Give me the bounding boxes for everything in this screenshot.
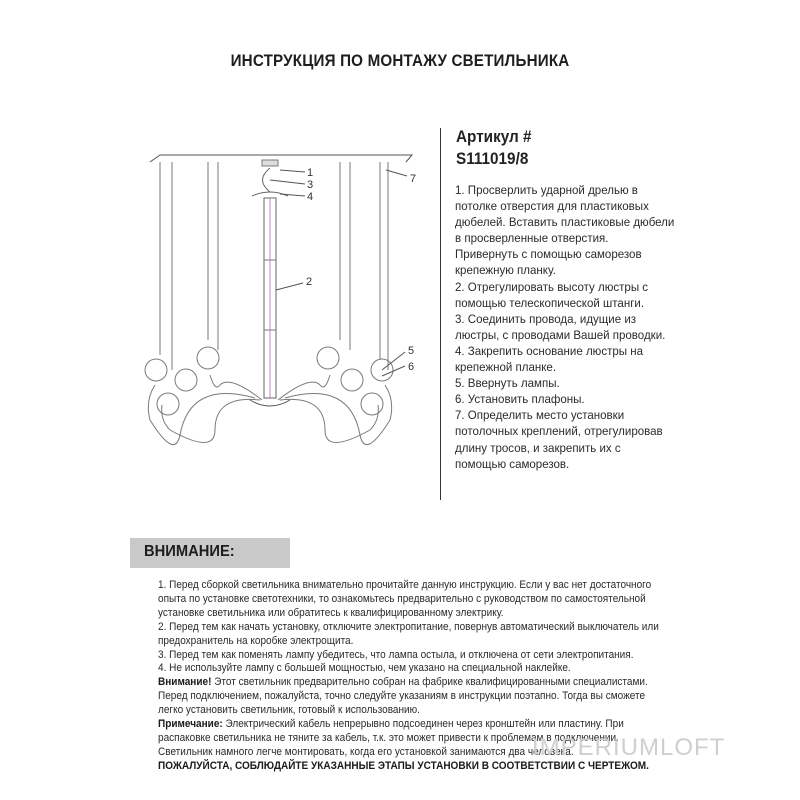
chandelier-diagram bbox=[120, 130, 430, 510]
callout-6: 6 bbox=[408, 361, 415, 373]
note-text: Электрический кабель непрерывно подсоединен через кронштейн или пластину. При bbox=[222, 718, 624, 731]
step-line: 4. Закрепить основание люстры на bbox=[455, 343, 644, 358]
note-text: Перед подключением, пожалуйста, точно следуйте указаниям в инструкции поэтапно. Тогда вы сможете bbox=[158, 690, 646, 703]
note-text: Этот светильник предварительно собран на фабрике квалифицированными специалистами. bbox=[211, 676, 648, 689]
step-line: крепежную планку. bbox=[455, 263, 556, 278]
step-line: помощью телескопической штанги. bbox=[455, 295, 645, 310]
globe bbox=[157, 393, 179, 415]
globe bbox=[197, 347, 219, 369]
note-line bbox=[158, 607, 636, 621]
note-text: легко установить светильник, готовый к использованию. bbox=[158, 704, 420, 717]
arm bbox=[162, 399, 260, 442]
warning-title: ВНИМАНИЕ: bbox=[144, 543, 235, 560]
step-line: потолке отверстия для пластиковых bbox=[455, 199, 649, 214]
installation-steps bbox=[455, 182, 690, 472]
step-line: в просверленные отверстия. bbox=[455, 231, 609, 246]
arm bbox=[278, 375, 330, 400]
note-line bbox=[158, 649, 636, 663]
note-line bbox=[158, 676, 648, 690]
step-line: 2. Отрегулировать высоту люстры с bbox=[455, 279, 649, 294]
note-line bbox=[158, 718, 636, 732]
note-line bbox=[158, 662, 636, 676]
callout-1: 1 bbox=[307, 167, 314, 179]
article-code: S111019/8 bbox=[456, 149, 529, 168]
note-line bbox=[158, 592, 646, 607]
step-line: 6. Установить плафоны. bbox=[455, 392, 585, 407]
callout-4: 4 bbox=[307, 191, 314, 203]
step-line: 7. Определить место установки bbox=[455, 408, 625, 423]
note-text: опыта по установке светотехники, то ознакомьтесь предварительно с руководством по самостоятельной bbox=[158, 592, 646, 605]
step-line: Привернуть с помощью саморезов bbox=[455, 247, 642, 262]
arm bbox=[210, 375, 262, 400]
mounting-plate bbox=[262, 160, 278, 166]
note-line bbox=[158, 690, 646, 704]
step-line: помощью саморезов. bbox=[455, 456, 570, 471]
note-text: предохранитель на коробке электрощита. bbox=[158, 634, 354, 647]
note-text: распаковке светильника не тяните за кабель, т.к. это может привести к проблемам в подключении. bbox=[158, 731, 619, 744]
watermark: IMPERIUMLOFT bbox=[532, 734, 726, 761]
globe bbox=[361, 393, 383, 415]
callout-5: 5 bbox=[408, 345, 415, 357]
step-line: 1. Просверлить ударной дрелью в bbox=[455, 183, 638, 197]
callout-3: 3 bbox=[307, 179, 314, 191]
step-line: крепежной планке. bbox=[455, 360, 557, 375]
globe bbox=[175, 369, 197, 391]
note-emphasis: Примечание: bbox=[158, 718, 223, 731]
note-emphasis: Внимание! bbox=[158, 676, 212, 689]
note-line bbox=[158, 704, 636, 718]
arm bbox=[280, 399, 378, 442]
note-text: 4. Не используйте лампу с большей мощностью, чем указано на специальной наклейке. bbox=[158, 662, 571, 675]
step-line: люстры, с проводами Вашей проводки. bbox=[455, 327, 666, 342]
base bbox=[250, 400, 290, 406]
globe bbox=[317, 347, 339, 369]
note-text: установке светильника или обратитесь к квалифицированному электрику. bbox=[158, 606, 504, 619]
callout-2: 2 bbox=[306, 276, 313, 288]
note-line bbox=[158, 620, 659, 635]
step-line: потолочных креплений, отрегулировав bbox=[455, 424, 663, 439]
wire bbox=[263, 168, 271, 192]
note-line bbox=[158, 635, 636, 649]
note-text: Светильник намного легче монтировать, когда его установкой занимаются два человека. bbox=[158, 745, 574, 758]
note-text: 2. Перед тем как начать установку, отключите электропитание, повернув автоматический выключатель или bbox=[158, 620, 659, 633]
step-line: дюбелей. Вставить пластиковые дюбели bbox=[455, 215, 675, 230]
step-line: 3. Соединить провода, идущие из bbox=[455, 311, 637, 326]
callout-7: 7 bbox=[410, 173, 417, 185]
ceiling-line bbox=[150, 155, 412, 162]
note-line bbox=[158, 579, 652, 593]
step-line: 5. Ввернуть лампы. bbox=[455, 376, 560, 391]
page-title: ИНСТРУКЦИЯ ПО МОНТАЖУ СВЕТИЛЬНИКА bbox=[230, 52, 570, 70]
globe bbox=[341, 369, 363, 391]
globe bbox=[145, 359, 167, 381]
note-text: 3. Перед тем как поменять лампу убедитесь, что лампа остыла, и отключена от сети электропитания. bbox=[158, 648, 634, 661]
note-emphasis: ПОЖАЛУЙСТА, СОБЛЮДАЙТЕ УКАЗАННЫЕ ЭТАПЫ УСТАНОВКИ В СООТВЕТСТВИИ С ЧЕРТЕЖОМ. bbox=[158, 759, 649, 772]
article-label: Артикул # bbox=[456, 127, 532, 146]
divider bbox=[440, 128, 441, 500]
note-text: 1. Перед сборкой светильника внимательно прочитайте данную инструкцию. Если у вас нет достаточного bbox=[158, 579, 652, 591]
step-line: длину тросов, и закрепить их с bbox=[455, 440, 621, 455]
